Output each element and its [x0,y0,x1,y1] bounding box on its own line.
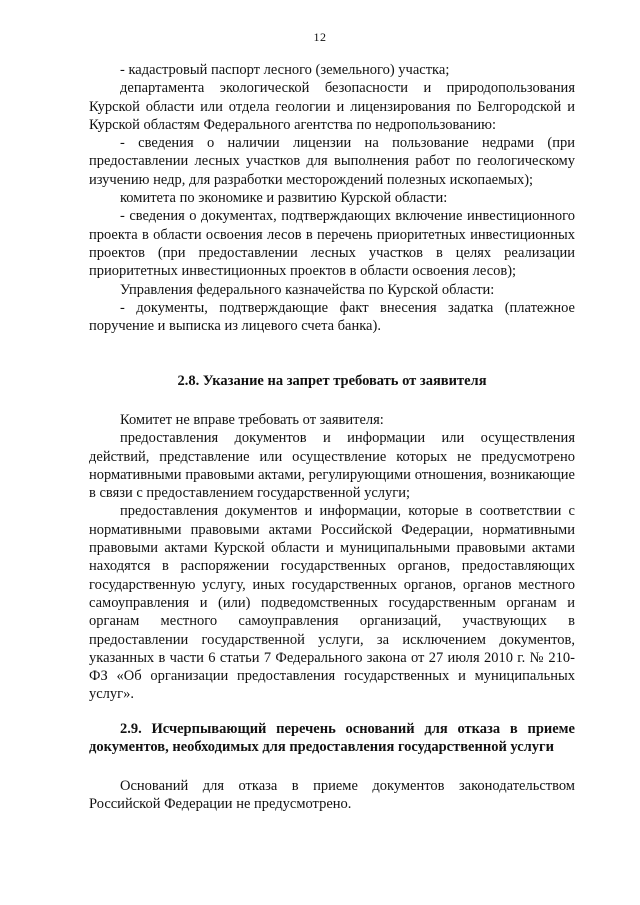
page-number: 12 [313,30,327,44]
section-heading-2-8: 2.8. Указание на запрет требовать от заявителя [177,373,487,390]
paragraph-documents-at-disposal: предоставления документов и информации, которые в соответствии с нормативными правовыми актами Российской Федерации, нормативными правовыми актами Курской области и муниципальными правовыми актами находятся в распоряжении государственных органов, предоставляющих государственную услугу, иных государственных органов, органов местного самоуправления и (или) подведомственных государственным органам и органам местного самоуправления организаций, участвующих в предоставлении государственной услуги, за исключением документов, указанных в части 6 статьи 7 Федерального закона от 27 июля 2010 г. № 210-ФЗ «Об организации предоставления государственных и муниципальных услуг». [89,503,575,703]
paragraph-documents-not-required: предоставления документов и информации или осуществления действий, представление или осуществление которых не предусмотрено нормативными правовыми актами, регулирующими отношения, возникающие в связи с предоставлением государственной услуги; [89,430,575,502]
list-item-deposit-payment: - документы, подтверждающие факт внесения задатка (платежное поручение и выписка из лицевого счета банка). [89,299,575,335]
paragraph-ecology-department: департамента экологической безопасности и природопользования Курской области или отдела геологии и лицензирования по Белгородской и Курской областям Федерального агентства по недропользованию: [89,80,575,133]
section-heading-2-9: 2.9. Исчерпывающий перечень оснований для отказа в приеме документов, необходимых для предоставления государственной услуги [89,720,575,756]
list-item-cadastral-passport: - кадастровый паспорт лесного (земельного) участка; [120,62,450,78]
list-item-subsoil-license: - сведения о наличии лицензии на пользование недрами (при предоставлении лесных участков для выполнения работ по геологическому изучению недр, для разработки месторождений полезных ископаемых); [89,135,575,188]
paragraph-economy-committee: комитета по экономике и развитию Курской области: [120,190,448,207]
paragraph-treasury: Управления федерального казначейства по Курской области: [120,281,495,298]
list-item-investment-project: - сведения о документах, подтверждающих включение инвестиционного проекта в области освоения лесов в перечень приоритетных инвестиционных проектов (при предоставлении лесных участков в целях реализации приоритетных инвестиционных проектов в области освоения лесов); [89,208,575,280]
paragraph-committee-not-entitled: Комитет не вправе требовать от заявителя: [120,411,384,428]
document-body [89,61,575,813]
paragraph-no-grounds-for-refusal: Оснований для отказа в приеме документов законодательством Российской Федерации не предусмотрено. [89,777,575,812]
